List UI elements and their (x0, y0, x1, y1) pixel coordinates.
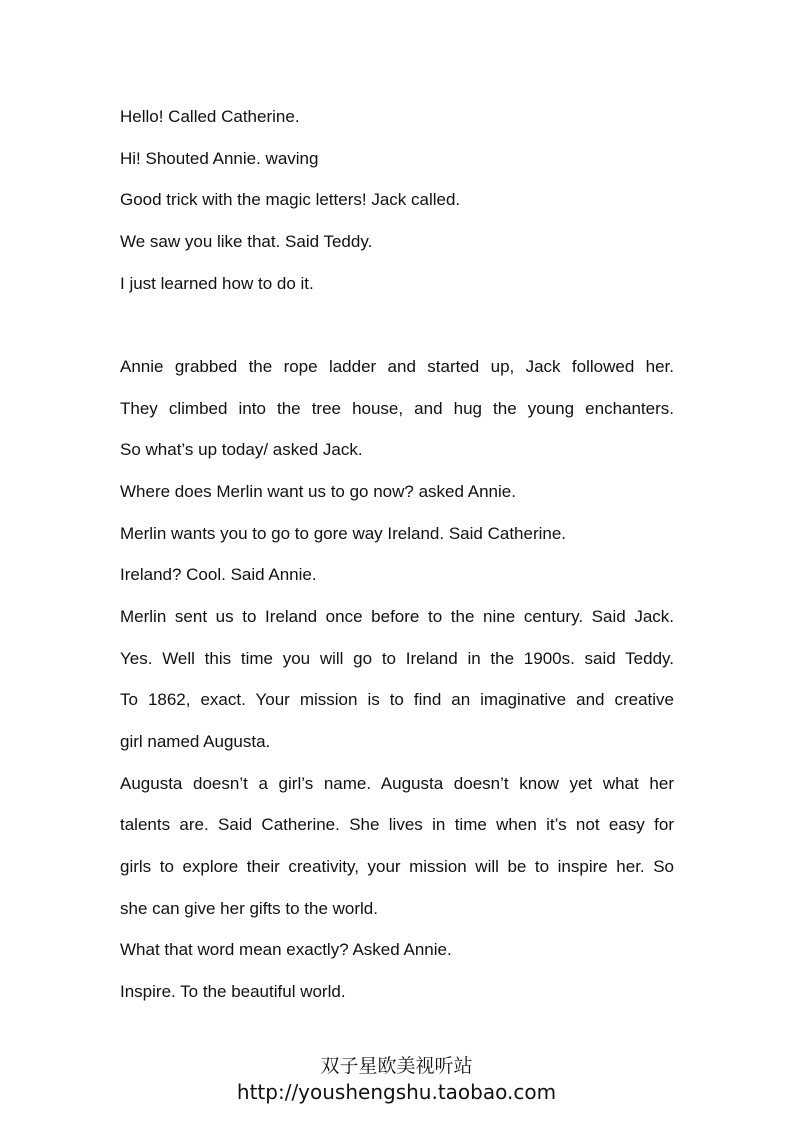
text-line: she can give her gifts to the world. (120, 899, 378, 918)
text-line: What that word mean exactly? Asked Annie. (120, 940, 452, 959)
text-line: Hi! Shouted Annie. waving (120, 149, 319, 168)
text-line: Merlin wants you to go to gore way Ireland. Said Catherine. (120, 524, 567, 543)
text-line: Ireland? Cool. Said Annie. (120, 565, 317, 584)
text-line: To 1862, exact. Your mission is to find an imaginative and creative (120, 690, 674, 709)
text-line: We saw you like that. Said Teddy. (120, 232, 373, 251)
text-line: So what’s up today/ asked Jack. (120, 440, 363, 459)
text-line: talents are. Said Catherine. She lives in time when it’s not easy for (120, 815, 674, 834)
text-line: Augusta doesn’t a girl’s name. Augusta doesn’t know yet what her (120, 774, 674, 793)
text-line: Annie grabbed the rope ladder and started up, Jack followed her. (120, 357, 674, 376)
text-line: Inspire. To the beautiful world. (120, 982, 346, 1001)
text-line: Yes. Well this time you will go to Ireland in the 1900s. said Teddy. (120, 649, 674, 668)
text-line: I just learned how to do it. (120, 274, 314, 293)
text-line: Hello! Called Catherine. (120, 107, 300, 126)
text-line: girl named Augusta. (120, 732, 271, 751)
footer-watermark-url: http://youshengshu.taobao.com (236, 1080, 557, 1104)
text-line: They climbed into the tree house, and hug the young enchanters. (120, 399, 674, 418)
footer-watermark-chinese: 双子星欧美视听站 (320, 1055, 473, 1077)
text-line: Where does Merlin want us to go now? asked Annie. (120, 482, 516, 501)
text-line: Good trick with the magic letters! Jack called. (120, 190, 461, 209)
text-line: Merlin sent us to Ireland once before to the nine century. Said Jack. (120, 607, 674, 626)
text-line: girls to explore their creativity, your mission will be to inspire her. So (120, 857, 674, 876)
